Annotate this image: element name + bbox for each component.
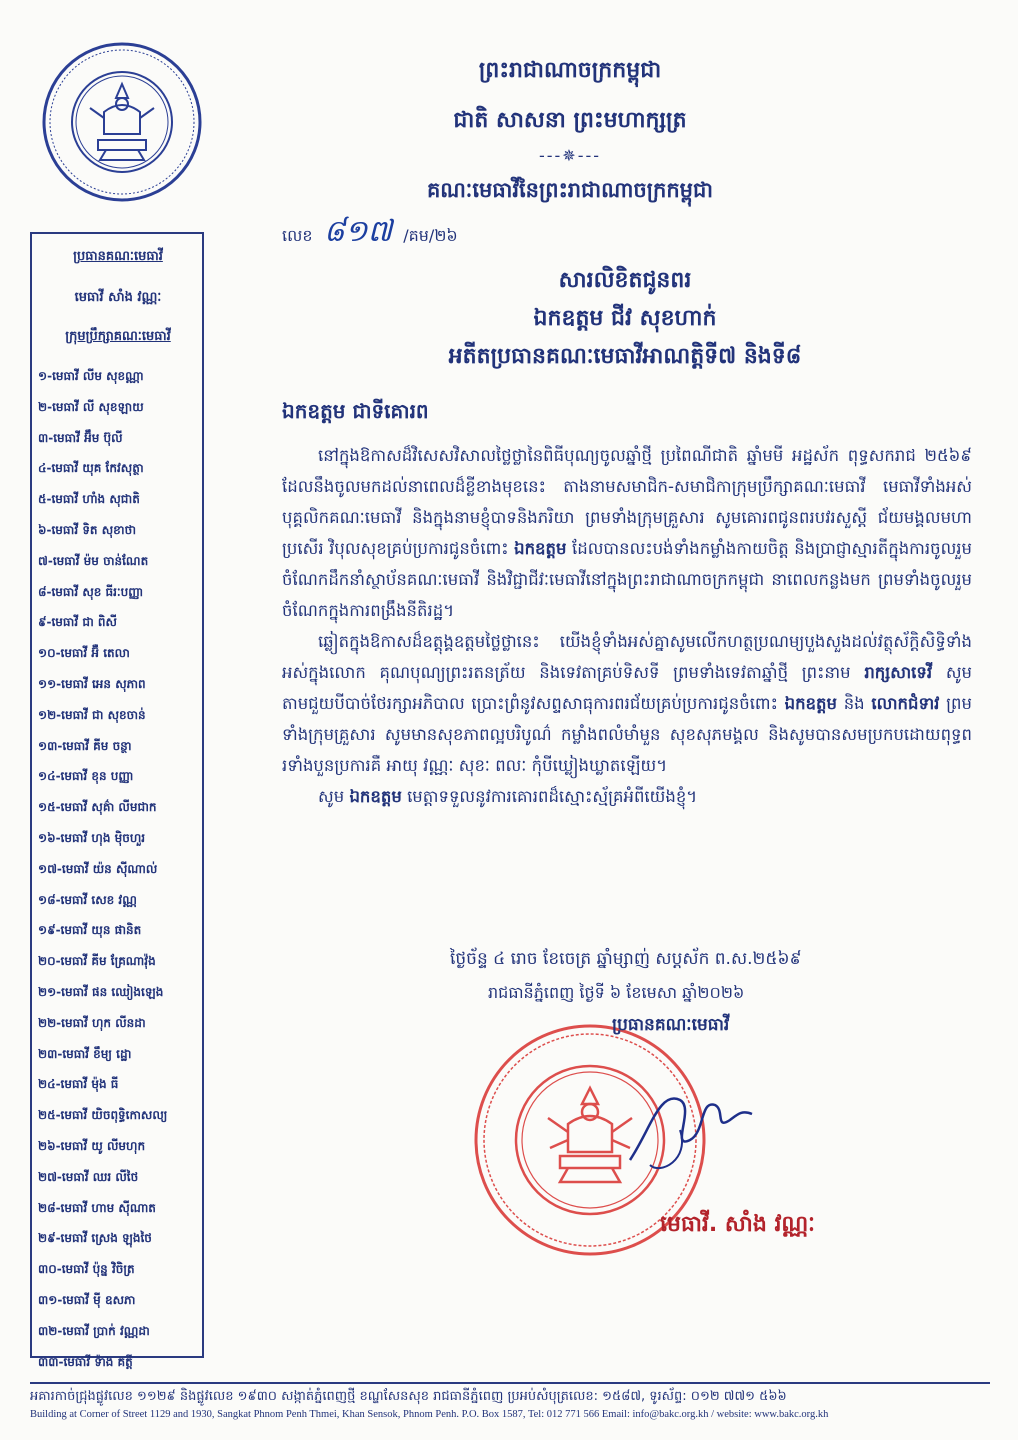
council-member-item: ៣-មេធាវី អ៊ឹម ប៊ុលី bbox=[38, 430, 123, 445]
council-member-item: ៦-មេធាវី ទិត សុខាថា bbox=[38, 522, 137, 537]
p3-bold: ឯកឧត្តម bbox=[349, 787, 402, 806]
p2-bold-deity: រាក្សសាទេវី bbox=[864, 663, 933, 682]
footer-address-khmer: អគារកាច់ជ្រុងផ្លូវលេខ ១១២៩ និងផ្លូវលេខ ១៩៣០ សង្កាត់ភ្នំពេញថ្មី ខណ្ឌសែនសុខ រាជធានីភ្នំពេញ ប្រអប់សំបុត្រលេខ: ១៥៨៧, ទូរស័ព្ទ: ០១២ ៧៧១ ៥៦៦ bbox=[30, 1389, 787, 1404]
council-member-item: ២៥-មេធាវី យិចពុទ្ធិកោសល្យ bbox=[38, 1108, 168, 1123]
paragraph-3 bbox=[282, 781, 972, 812]
council-member-item: ១១-មេធាវី អេន សុភាព bbox=[38, 676, 146, 691]
council-member-item: ២៣-មេធាវី ខឹម្យ ដ្ឋោ bbox=[38, 1046, 132, 1061]
paragraph-1 bbox=[282, 440, 972, 626]
council-member-item: ២៤-មេធាវី ម៉ុង ធី bbox=[38, 1077, 119, 1092]
p1-bold: ឯកឧត្តម bbox=[514, 539, 567, 558]
handwritten-signature-icon bbox=[620, 1070, 760, 1180]
letterhead bbox=[360, 56, 780, 208]
council-member-item: ២០-មេធាវី គីម គ្រែណាវ៉ុង bbox=[38, 954, 156, 969]
council-member-item: ៨-មេធាវី សុខ ធីរៈបញ្ញា bbox=[38, 584, 144, 599]
council-member-item: ២៧-មេធាវី ឈរ លីថៃ bbox=[38, 1169, 139, 1184]
council-sidebar bbox=[30, 232, 204, 1369]
council-member-item: ១៧-មេធាវី យ៉ន ស៊ីណាល់ bbox=[38, 861, 158, 876]
council-member-item: ៤-មេធាវី យុគ កែវសុត្ថា bbox=[38, 461, 144, 476]
p1-text-c: ដែលបានលះបង់ទាំងកម្លាំងកាយចិត្ត និងប្រាជ្ញាស្មារតីក្នុងការចូលរួមចំណែកដឹកនាំស្ថាប័នគណៈមេធាវី និងវិជ្ជាជីវៈមេធាវីនៅក្នុងព្រះរាជាណាចក្រកម្ពុជា នាពេលកន្លងមក ព្រមទាំងចូលរួមចំណែកក្នុងការពង្រឹងនីតិរដ្ឋ។ bbox=[282, 539, 973, 620]
footer-address-english: Building at Corner of Street 1129 and 1930, Sangkat Phnom Penh Thmei, Khan Sensok, Phnom Penh. P.O. Box 1587, Tel: 012 771 566 Email: info@bakc.org.kh / website: www.bakc.org.kh bbox=[30, 1409, 829, 1420]
council-member-item: ៣០-មេធាវី ប៉ុន្ន វិចិត្រ bbox=[38, 1262, 135, 1277]
council-member-item: ១៦-មេធាវី ហុង ម៉ិចហួរ bbox=[38, 830, 146, 845]
council-member-item: ១៣-មេធាវី គីម ចន្ថា bbox=[38, 738, 132, 753]
p2-text-g: ព្រមទាំងក្រុមគ្រួសារ សូមមានសុខភាពល្អបរិបូណ៌ កម្លាំងពលំមាំមួន សុខសុភមង្គល និងសូមបានសមប្រកបដោយពុទ្ធពរទាំងបួនប្រការគឺ អាយុ វណ្ណៈ សុខៈ ពលៈ កុំបីឃ្លៀងឃ្លាតឡើយ។ bbox=[282, 694, 973, 775]
paragraph-2 bbox=[282, 626, 972, 781]
reference-number bbox=[282, 212, 458, 256]
letter-title bbox=[282, 262, 968, 376]
council-member-item: ២៨-មេធាវី ហាម ស៊ីណាត bbox=[38, 1200, 156, 1215]
ornament: ---✵--- bbox=[538, 146, 602, 165]
bar-association-logo-icon bbox=[42, 42, 202, 202]
reference-handwritten-number: ៨១៧ bbox=[323, 214, 393, 249]
council-member-item: ១៩-មេធាវី យុន ផានិត bbox=[38, 923, 142, 938]
p3-text-a: សូម bbox=[318, 787, 345, 806]
signatory-name: មេធាវី. សាំង វណ្ណៈ bbox=[660, 1212, 815, 1237]
council-member-item: ២៦-មេធាវី យូ លីមហុក bbox=[38, 1138, 146, 1153]
council-member-item: ២១-មេធាវី ផន ឈៀងឡេង bbox=[38, 984, 164, 999]
p2-bold-excellency: ឯកឧត្តម bbox=[784, 694, 837, 713]
reference-prefix: លេខ bbox=[282, 226, 313, 245]
title-line-2: ឯកឧត្តម ជីវ សុខហាក់ bbox=[533, 306, 717, 331]
council-member-item: ៣១-មេធាវី ម៉ី ឧសភា bbox=[38, 1292, 136, 1307]
council-member-item: ១៥-មេធាវី សុគ៌ា លីមជាក bbox=[38, 800, 157, 815]
council-member-item: ២៩-មេធាវី ស្រេង ឡុងថៃ bbox=[38, 1231, 152, 1246]
footer bbox=[30, 1382, 990, 1420]
title-line-1: សារលិខិតជូនពរ bbox=[558, 268, 692, 293]
council-member-item: ៣២-មេធាវី ប្រាក់ វណ្ណដា bbox=[38, 1323, 150, 1338]
title-line-3: អតីតប្រធានគណៈមេធាវីអាណត្តិទី៧ និងទី៨ bbox=[448, 344, 802, 369]
council-member-item: ១២-មេធាវី ជា សុខចាន់ bbox=[38, 707, 146, 722]
p2-bold-lady: លោកជំទាវ bbox=[871, 694, 940, 713]
p2-text-a: ឆ្លៀតក្នុងឱកាសដ៏ឧត្តុង្គឧត្តមថ្លៃថ្លានេះ យើងខ្ញុំទាំងអស់គ្នាសូមលើកហត្ថប្រណម្យបួងសួងដល់វត្ថុស័ក្តិសិទ្ធិទាំងអស់ក្នុងលោក គុណបុណ្យព្រះរតនត្រ័យ និងទេវតាគ្រប់ទិសទី ព្រមទាំងទេវតាឆ្នាំថ្មី ព្រះនាម bbox=[282, 632, 972, 682]
p3-text-c: មេត្តាទទួលនូវការគោរពដ៏ស្មោះស្ម័គ្រអំពីយើងខ្ញុំ។ bbox=[407, 787, 698, 806]
council-member-item: ២-មេធាវី លី សុខឡាយ bbox=[38, 399, 144, 414]
council-member-item: ២២-មេធាវី ហុក លីនដា bbox=[38, 1015, 146, 1030]
council-member-item: ១៨-មេធាវី សេខ វណ្ណ bbox=[38, 892, 137, 907]
p2-text-e: និង bbox=[843, 694, 865, 713]
sidebar-president-heading: ប្រធានគណៈមេធាវី bbox=[73, 249, 163, 264]
council-member-item: ១០-មេធាវី អ៊ឺ តេលា bbox=[38, 646, 130, 661]
sidebar-president-name: មេធាវី សាំង វណ្ណៈ bbox=[74, 290, 162, 305]
council-member-item: ៩-មេធាវី ជា ពិសី bbox=[38, 615, 117, 630]
kingdom-title: ព្រះរាជាណាចក្រកម្ពុជា bbox=[478, 58, 662, 83]
solar-date: រាជធានីភ្នំពេញ ថ្ងៃទី ៦ ខែមេសា ឆ្នាំ២០២៦ bbox=[488, 983, 745, 1002]
p2-text-c: សូមតាមជួយបីបាច់ថែរក្សាអភិបាល ប្រោះព្រំនូវសព្ទសាធុការពរជ័យគ្រប់ប្រការជូនចំពោះ bbox=[282, 663, 973, 713]
council-member-item: ១៤-មេធាវី ខុន បញ្ញា bbox=[38, 769, 134, 784]
p1-text-a: នៅក្នុងឱកាសដ៏វិសេសវិសាលថ្លៃថ្លានៃពិធីបុណ្យចូលឆ្នាំថ្មី ប្រពៃណីជាតិ ឆ្នាំមមី អដ្ឋស័ក ពុទ្ធសករាជ ២៥៦៩ ដែលនឹងចូលមកដល់នាពេលដ៏ខ្លីខាងមុខនេះ តាងនាមសមាជិក-សមាជិកាក្រុមប្រឹក្សាគណៈមេធាវី មេធាវីទាំងអស់ បុគ្គលិកគណៈមេធាវី និងក្នុងនាមខ្ញុំបាទនិងភរិយា ព្រមទាំងក្រុមគ្រួសារ សូមគោរពជូនពរបវរសួស្តី ជ័យមង្គលមហាប្រសើរ វិបុលសុខគ្រប់ប្រការជូនចំពោះ bbox=[282, 446, 972, 558]
council-member-item: ៧-មេធាវី ម៉ម ចាន់ណែត bbox=[38, 553, 149, 568]
organization-name: គណៈមេធាវីនៃព្រះរាជាណាចក្រកម្ពុជា bbox=[426, 178, 714, 202]
council-member-item: ៥-មេធាវី ហាំង សុជាតិ bbox=[38, 492, 140, 507]
lunar-date: ថ្ងៃច័ន្ទ ៤ រោច ខែចេត្រ ឆ្នាំម្សាញ់ សប្តស័ក ព.ស.២៥៦៩ bbox=[450, 949, 802, 969]
letter-body bbox=[282, 440, 972, 812]
council-member-item: ៣៣-មេធាវី ទ៉ាង គត្តី bbox=[38, 1354, 133, 1369]
reference-suffix: /គម/២៦ bbox=[403, 226, 458, 245]
salutation: ឯកឧត្តម ជាទីគោរព bbox=[282, 399, 429, 423]
sidebar-council-heading: ក្រុមប្រឹក្សាគណៈមេធាវី bbox=[65, 329, 171, 344]
council-member-list bbox=[38, 361, 198, 1377]
council-member-item: ១-មេធាវី លីម សុខណ្ណា bbox=[38, 369, 144, 383]
motto: ជាតិ សាសនា ព្រះមហាក្សត្រ bbox=[453, 108, 687, 133]
signatory-title: ប្រធានគណៈមេធាវី bbox=[612, 1015, 730, 1035]
